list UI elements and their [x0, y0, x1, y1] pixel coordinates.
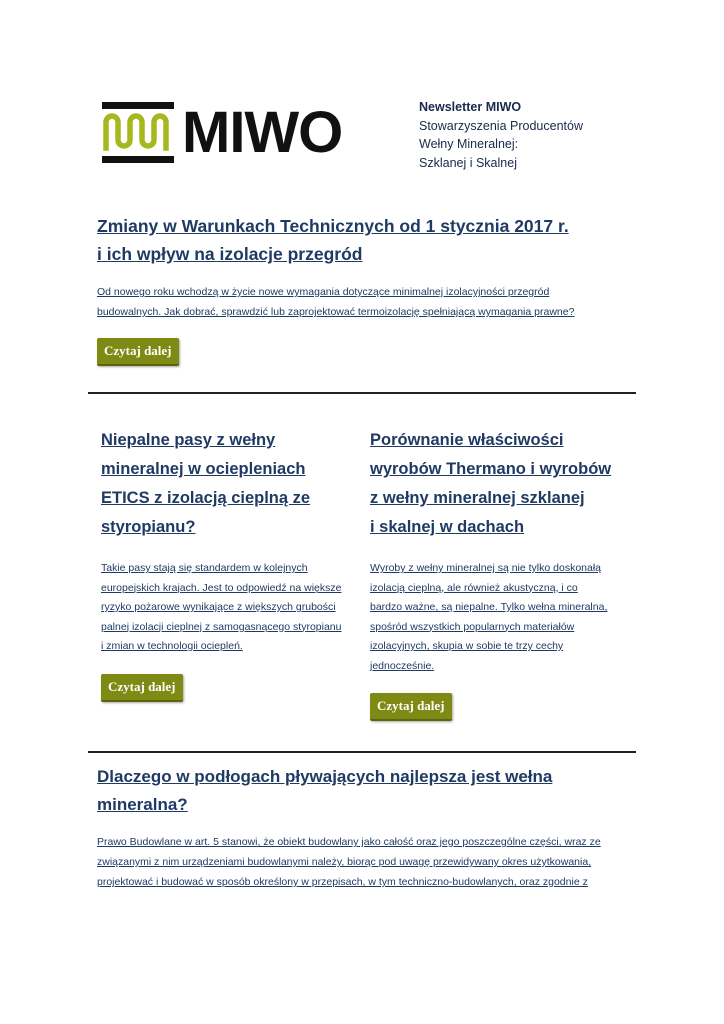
org-line: Szklanej i Skalnej: [419, 155, 517, 170]
article4-title-link[interactable]: [97, 763, 637, 819]
article2-body-line: palnej izolacji cieplnej z samogasnącego styropianu: [101, 620, 342, 633]
article2-title-line: Niepalne pasy z wełny: [101, 431, 276, 449]
article4-body-line: związanymi z nim urządzeniami budowlanymi należy, biorąc pod uwagę przewidywany okres użytkowania,: [97, 856, 592, 868]
article2-body-line: i zmian w technologii ociepleń.: [101, 640, 243, 652]
article2-body-line: ryzyko pożarowe wynikające z większych grubości: [101, 601, 336, 613]
article1-title-line: i ich wpływ na izolacje przegród: [97, 244, 363, 264]
article3-body-line: bardzo ważne, są niepalne. Tylko wełna mineralna,: [370, 601, 608, 613]
logo-wordmark: MIWO: [182, 100, 343, 165]
article1-intro-link[interactable]: [97, 282, 637, 322]
article3-title-line: Porównanie właściwości: [370, 431, 564, 449]
article2-body-line: europejskich krajach. Jest to odpowiedź na większe: [101, 581, 342, 594]
section-divider: [88, 392, 636, 394]
miwo-logo[interactable]: [100, 98, 355, 168]
article2-title-line: mineralnej w ociepleniach: [101, 460, 306, 478]
article4-title-line: mineralna?: [97, 795, 188, 814]
article3-body-line: jednocześnie.: [370, 659, 435, 672]
org-line: Stowarzyszenia Producentów: [419, 118, 583, 133]
section-divider: [88, 751, 636, 753]
article1-intro-line: Od nowego roku wchodzą w życie nowe wymagania dotyczące minimalnej izolacyjności przegród: [97, 286, 550, 298]
miwo-logo-mark: [100, 100, 180, 168]
article4-body-link[interactable]: [97, 832, 637, 892]
article2-body-link[interactable]: [101, 559, 363, 657]
header-org-info: [419, 98, 583, 172]
article4-body-line: projektować i budować w sposób określony w przepisach, w tym techniczno-budowlanych, oraz zgodnie z: [97, 876, 588, 888]
article3-body-line: izolacją cieplną, ale również akustyczną, i co: [370, 581, 578, 594]
article1-read-more-button[interactable]: Czytaj dalej: [97, 338, 179, 366]
article3-title-line: wyrobów Thermano i wyrobów: [370, 460, 612, 478]
article4-body-line: Prawo Budowlane w art. 5 stanowi, że obiekt budowlany jako całość oraz jego poszczególne części, wraz ze: [97, 836, 601, 848]
article2-title-line: styropianu?: [101, 518, 196, 536]
article3-body-link[interactable]: [370, 559, 632, 676]
newsletter-label: Newsletter MIWO: [419, 100, 522, 114]
article4-title-line: Dlaczego w podłogach pływających najlepsza jest wełna: [97, 767, 553, 786]
article2-title-link[interactable]: [101, 426, 351, 542]
article3-title-line: i skalnej w dachach: [370, 518, 525, 536]
article1-intro-line: budowalnych. Jak dobrać, sprawdzić lub zaprojektować termoizolację spełniającą wymagania prawne?: [97, 306, 575, 318]
article3-title-line: z wełny mineralnej szklanej: [370, 489, 585, 507]
article3-read-more-button[interactable]: Czytaj dalej: [370, 693, 452, 721]
article3-title-link[interactable]: [370, 426, 620, 542]
article1-title-link[interactable]: [97, 212, 637, 268]
article3-body-line: spośród wszystkich popularnych materiałów: [370, 620, 575, 633]
newsletter-header: [100, 98, 640, 178]
article2-title-line: ETICS z izolacją cieplną ze: [101, 489, 311, 507]
article3-body-line: Wyroby z wełny mineralnej są nie tylko doskonałą: [370, 562, 602, 574]
article3-body-line: izolacyjnych, skupia w sobie te trzy cechy: [370, 640, 564, 652]
article2-body-line: Takie pasy stają się standardem w kolejnych: [101, 562, 308, 574]
article2-read-more-button[interactable]: Czytaj dalej: [101, 674, 183, 702]
org-line: Wełny Mineralnej:: [419, 137, 519, 151]
article1-title-line: Zmiany w Warunkach Technicznych od 1 stycznia 2017 r.: [97, 216, 569, 236]
